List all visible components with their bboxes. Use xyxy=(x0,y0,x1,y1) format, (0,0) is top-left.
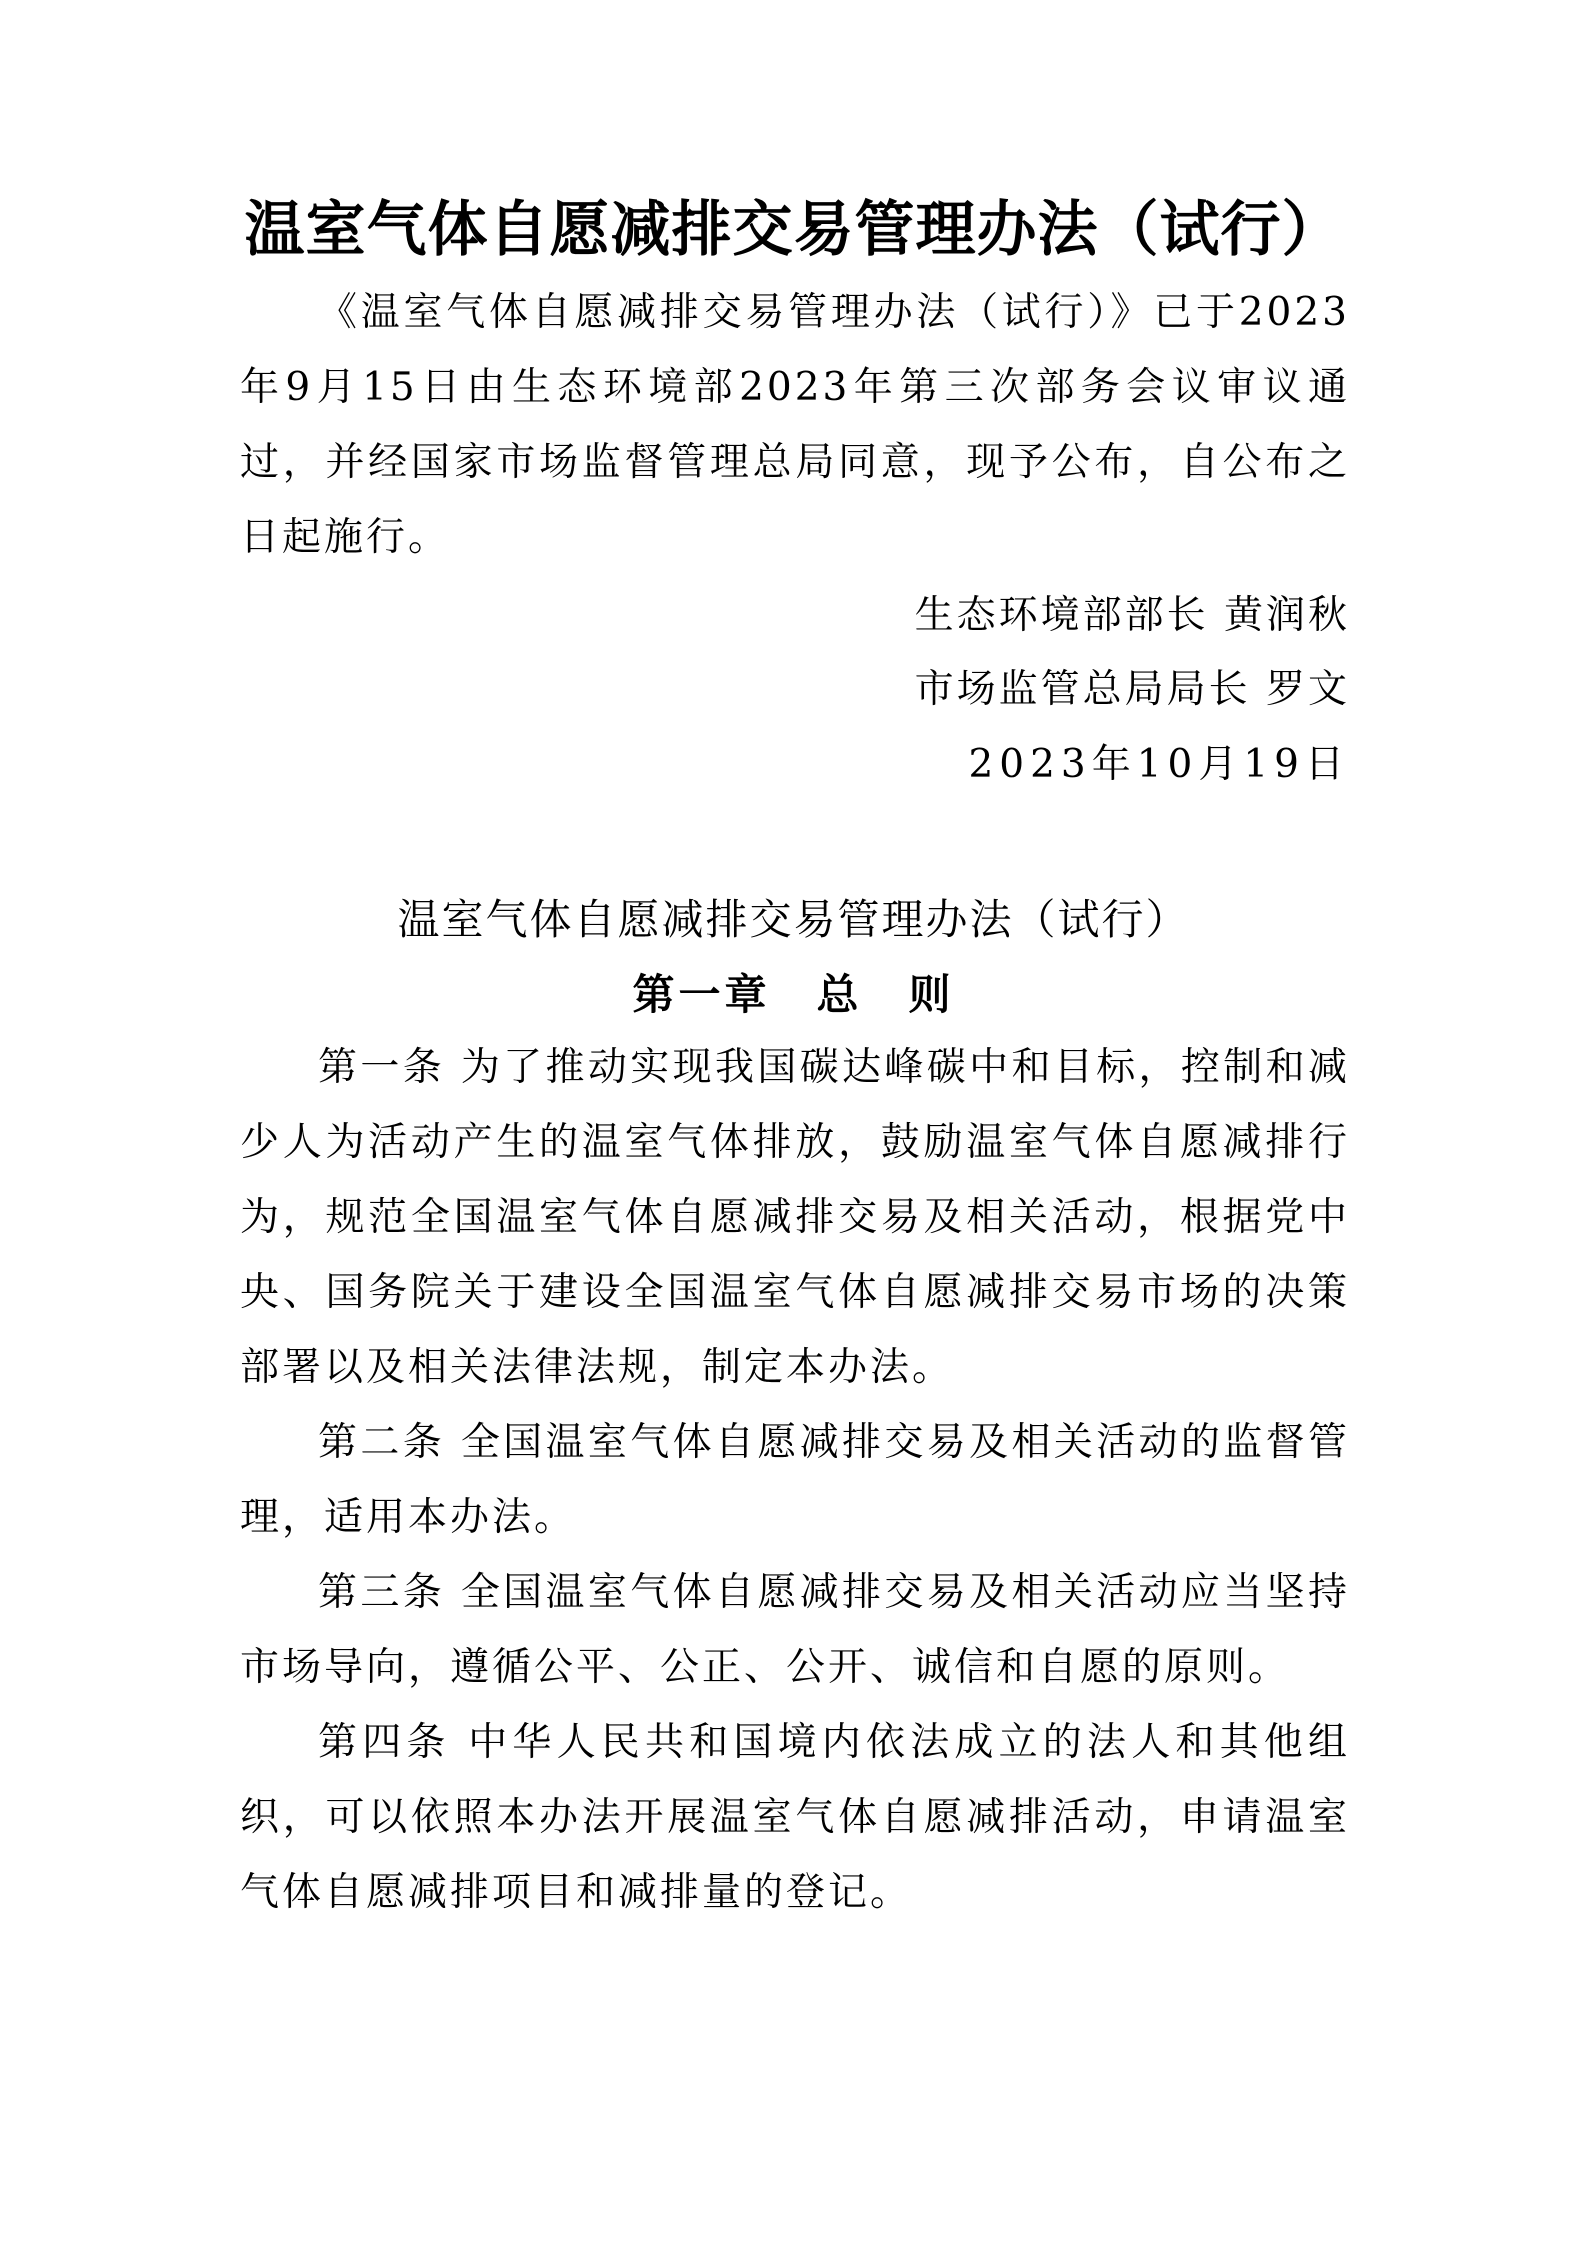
chapter-heading: 第一章 总 则 xyxy=(632,970,955,1019)
article-1: 第一条 为了推动实现我国碳达峰碳中和目标，控制和减少人为活动产生的温室气体排放，鼓励温室气体自愿减排行为，规范全国温室气体自愿减排交易及相关活动，根据党中央、国务院关于建设全国温室气体自愿减排交易市场的决策部署以及相关法律法规，制定本办法。 xyxy=(240,1045,1350,1390)
signature-minister-ecology: 生态环境部部长 黄润秋 xyxy=(914,593,1350,638)
intro-paragraph: 《温室气体自愿减排交易管理办法（试行）》已于2023年9月15日由生态环境部2023年第三次部务会议审议通过，并经国家市场监督管理总局同意，现予公布，自公布之日起施行。 xyxy=(240,290,1350,560)
signature-date: 2023年10月19日 xyxy=(968,742,1350,787)
document-title: 温室气体自愿减排交易管理办法（试行） xyxy=(244,195,1343,265)
regulation-subtitle: 温室气体自愿减排交易管理办法（试行） xyxy=(397,895,1190,944)
article-2: 第二条 全国温室气体自愿减排交易及相关活动的监督管理，适用本办法。 xyxy=(240,1420,1350,1540)
article-3: 第三条 全国温室气体自愿减排交易及相关活动应当坚持市场导向，遵循公平、公正、公开、诚信和自愿的原则。 xyxy=(240,1570,1350,1690)
signature-minister-market: 市场监管总局局长 罗文 xyxy=(914,667,1350,712)
article-4: 第四条 中华人民共和国境内依法成立的法人和其他组织，可以依照本办法开展温室气体自愿减排活动，申请温室气体自愿减排项目和减排量的登记。 xyxy=(240,1720,1350,1915)
